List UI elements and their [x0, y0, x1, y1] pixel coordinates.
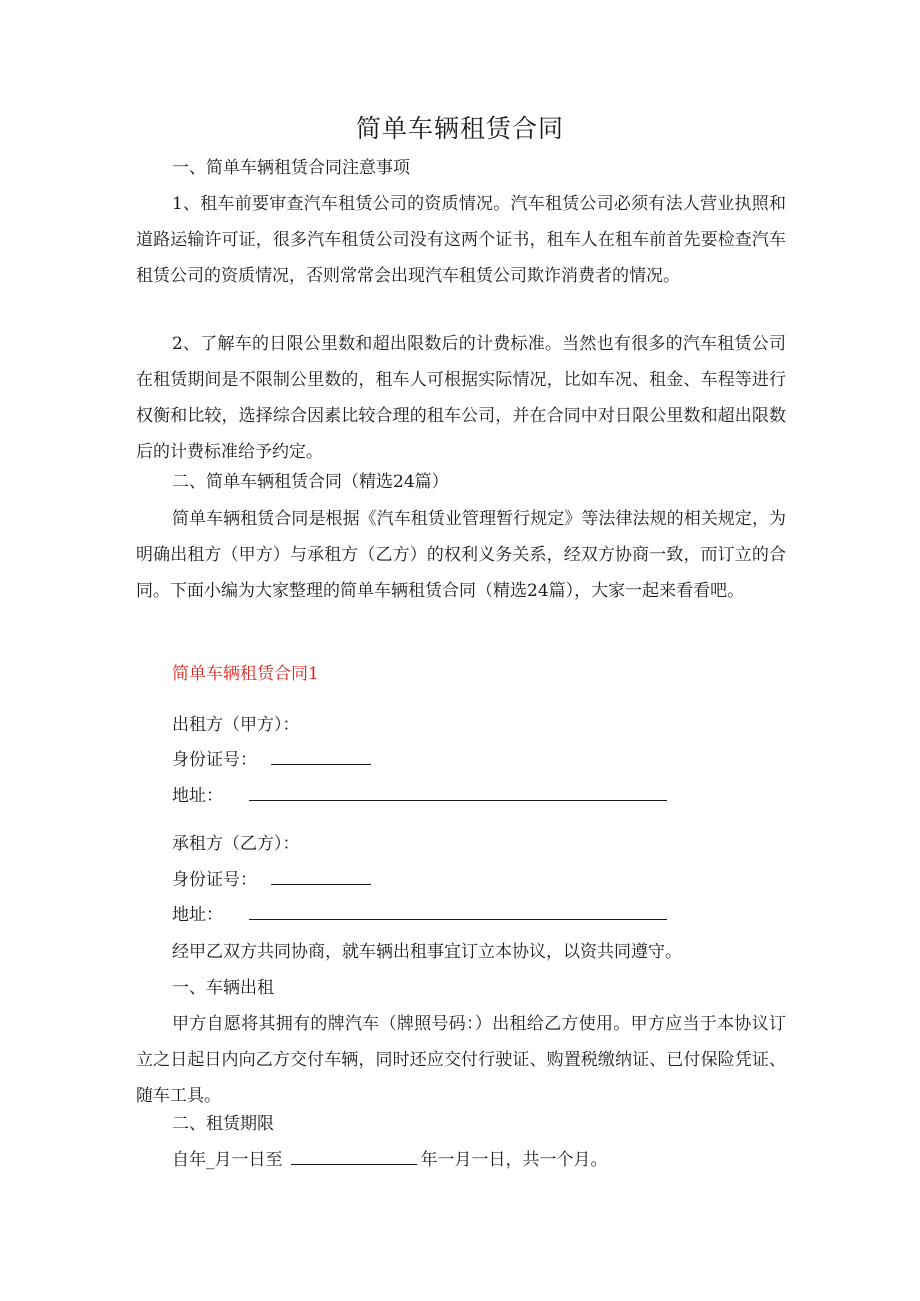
lease-period-blank	[291, 1149, 417, 1165]
lessor-label: 出租方（甲方）：	[172, 715, 300, 735]
document-title: 简单车辆租赁合同	[355, 114, 564, 143]
paragraph-qualification: 1、租车前要审查汽车租赁公司的资质情况。汽车租赁公司必须有法人营业执照和道路运输许可证，很多汽车租赁公司没有这两个证书，租车人在租车前首先要检查汽车租赁公司的资质情况，否则常常会出现汽车租赁公司欺诈消费者的情况。	[136, 194, 786, 286]
section-heading-notes: 一、简单车辆租赁合同注意事项	[172, 158, 410, 178]
lessor-address-label: 地址：	[172, 786, 223, 806]
lessee-id-row	[172, 868, 371, 892]
lessor-id-label: 身份证号：	[172, 750, 257, 770]
paragraph-intro: 简单车辆租赁合同是根据《汽车租赁业管理暂行规定》等法律法规的相关规定，为明确出租方（甲方）与承租方（乙方）的权利义务关系，经双方协商一致，而订立的合同。下面小编为大家整理的简单车辆租赁合同（精选24篇），大家一起来看看吧。	[136, 509, 786, 601]
lessee-label: 承租方（乙方）：	[172, 834, 300, 854]
clause-1-text: 甲方自愿将其拥有的牌汽车（牌照号码：）出租给乙方使用。甲方应当于本协议订立之日起日内向乙方交付车辆，同时还应交付行驶证、购置税缴纳证、已付保险凭证、随车工具。	[136, 1014, 786, 1106]
lessor-id-row	[172, 748, 371, 772]
agreement-statement: 经甲乙双方共同协商，就车辆出租事宜订立本协议，以资共同遵守。	[172, 942, 682, 962]
lessee-address-blank	[249, 904, 667, 920]
contract-title: 简单车辆租赁合同1	[172, 664, 319, 684]
paragraph-mileage: 2、了解车的日限公里数和超出限数后的计费标准。当然也有很多的汽车租赁公司在租赁期间是不限制公里数的，租车人可根据实际情况，比如车况、租金、车程等进行权衡和比较，选择综合因素比较合理的租车公司，并在合同中对日限公里数和超出限数后的计费标准给予约定。	[136, 334, 786, 462]
lessee-id-label: 身份证号：	[172, 870, 257, 890]
lessor-id-blank	[271, 749, 371, 765]
lessee-id-blank	[271, 869, 371, 885]
lease-period-end: 年一月一日，共一个月。	[420, 1150, 608, 1170]
lessor-address-blank	[249, 785, 667, 801]
clause-2-heading: 二、租赁期限	[172, 1114, 274, 1134]
lessee-address-row	[172, 903, 667, 927]
lessor-address-row	[172, 784, 667, 808]
lease-period-start: 自年_月一日至	[172, 1150, 283, 1170]
lessee-address-label: 地址：	[172, 905, 223, 925]
clause-2-text	[172, 1148, 608, 1172]
section-heading-contracts: 二、简单车辆租赁合同（精选24篇）	[172, 472, 449, 492]
clause-1-heading: 一、车辆出租	[172, 978, 274, 998]
